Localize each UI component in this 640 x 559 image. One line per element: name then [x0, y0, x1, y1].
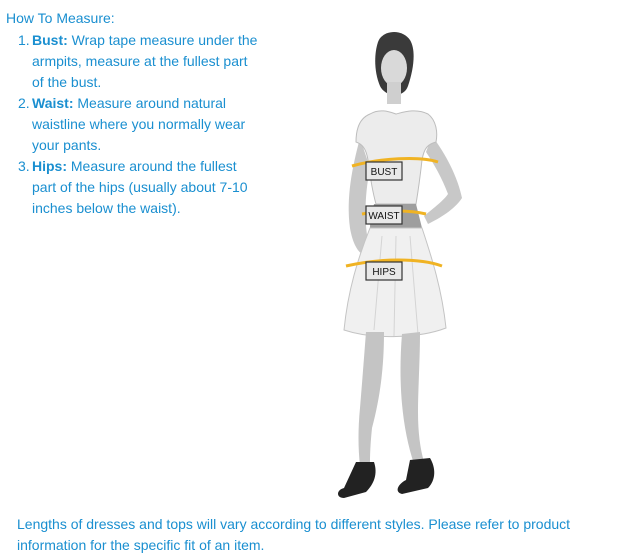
measurement-steps-list — [18, 30, 263, 219]
model-illustration — [290, 28, 510, 513]
step-waist — [18, 93, 263, 156]
waist-label: WAIST — [368, 211, 400, 222]
fit-note: Lengths of dresses and tops will vary according to different styles. Please refer to product information for the specific fit of an item. — [17, 516, 571, 553]
step-number: 3. — [18, 158, 30, 174]
step-term: Hips: — [32, 158, 67, 174]
model-measurement-figure — [290, 28, 510, 513]
model-left-shoe — [338, 462, 376, 498]
model-neck — [387, 82, 401, 104]
model-face — [381, 50, 407, 86]
step-text: Measure around natural waistline where you normally wear your pants. — [32, 95, 246, 153]
bust-label: BUST — [370, 167, 398, 178]
step-term: Waist: — [32, 95, 74, 111]
step-text: Measure around the fullest part of the hips (usually about 7-10 inches below the waist). — [32, 158, 248, 216]
step-hips — [18, 156, 263, 219]
step-text: Wrap tape measure under the armpits, measure at the fullest part of the bust. — [32, 32, 258, 90]
how-to-measure-heading: How To Measure: — [6, 10, 115, 26]
model-right-shoe — [398, 458, 435, 494]
step-number: 1. — [18, 32, 30, 48]
model-right-leg — [401, 332, 425, 464]
step-term: Bust: — [32, 32, 68, 48]
step-bust — [18, 30, 263, 93]
model-right-arm — [424, 136, 462, 224]
step-number: 2. — [18, 95, 30, 111]
model-left-leg — [359, 332, 385, 466]
hips-label: HIPS — [372, 267, 396, 278]
